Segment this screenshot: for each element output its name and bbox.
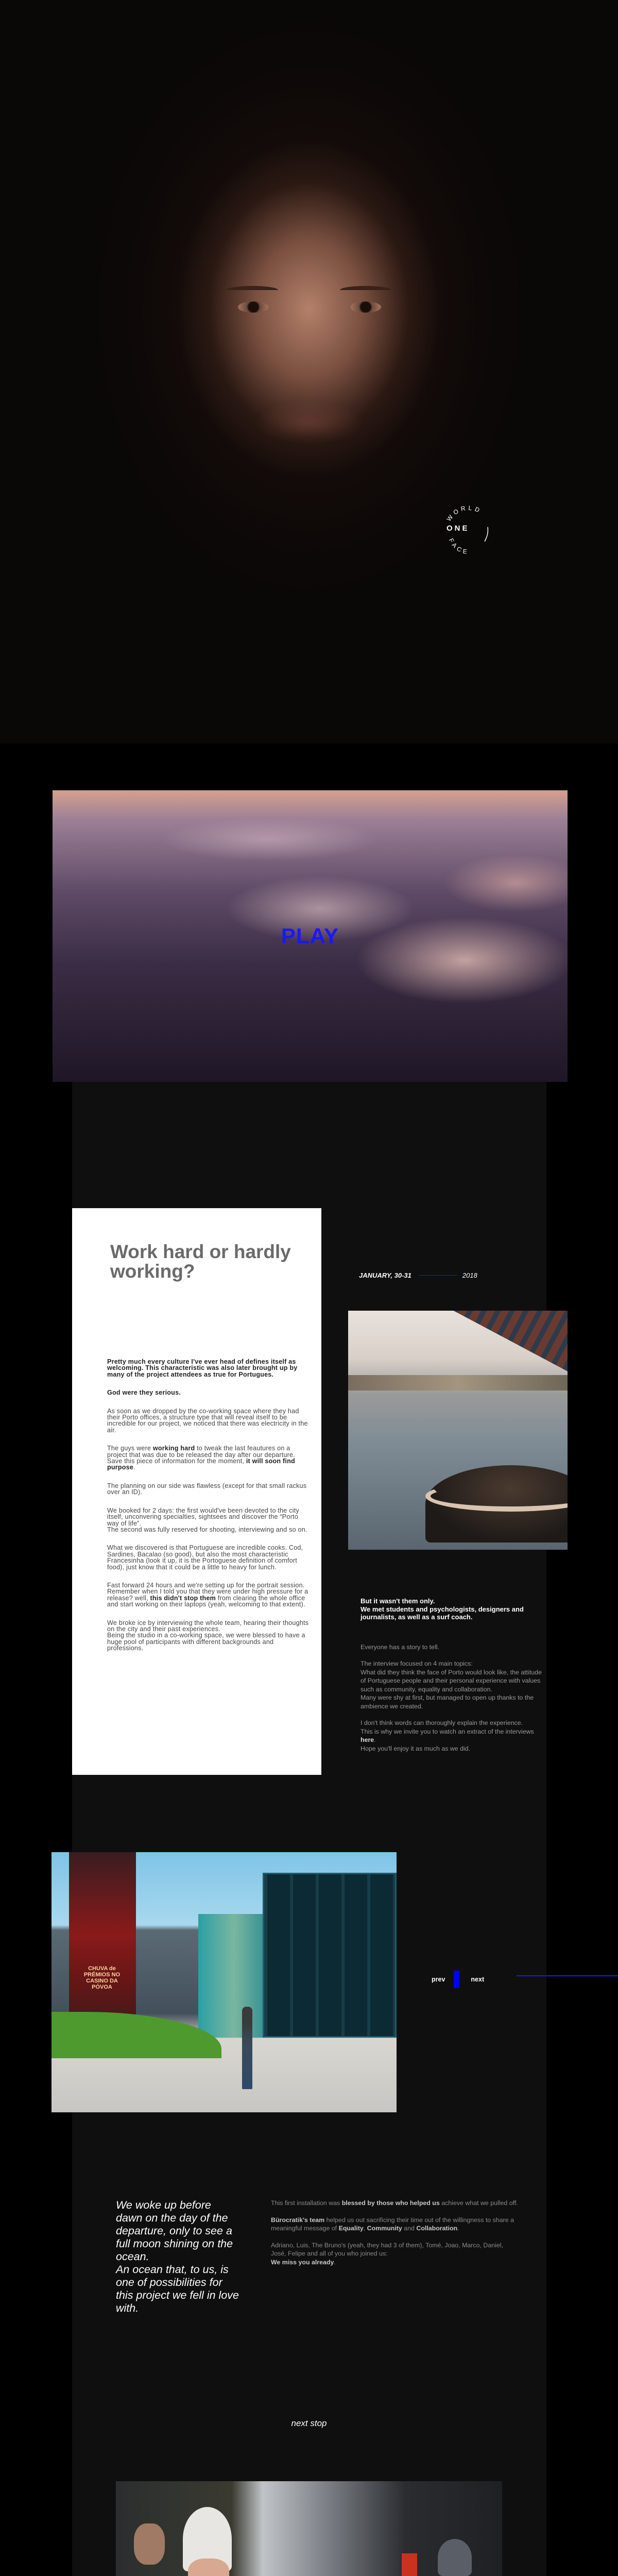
- gallery-indicator: [454, 1971, 459, 1988]
- article-emphasis: God were they serious.: [107, 1389, 181, 1397]
- svg-text:WORLD: [445, 504, 483, 523]
- date-year: 2018: [462, 1272, 477, 1279]
- article-card: [72, 1208, 321, 1775]
- interview-highlight: But it wasn't them only. We met students and psychologists, designers and journalists, as well as a surf coach.: [360, 1597, 524, 1621]
- credits-paragraph: This first installation was blessed by those who helped us achieve what we pulled off.: [271, 2199, 518, 2207]
- next-button[interactable]: next: [471, 1976, 485, 1983]
- logo-word-one: ONE: [447, 524, 470, 533]
- photo-town-square: [52, 1852, 397, 2112]
- article-title: Work hard or hardly working?: [110, 1241, 291, 1282]
- closing-quote: We woke up before dawn on the day of the departure, only to see a full moon shining on the ocean. An ocean that, to us, is one of possibilities for this project we fell in love with.: [116, 2199, 239, 2314]
- article-paragraph: We broke ice by interviewing the whole team, hearing their thoughts on the city and their past experiences. Being the studio in a co-working space, we were blessed to have a huge pool of participants with different backgrounds and professions.: [107, 1619, 309, 1652]
- event-date: [359, 1272, 477, 1279]
- date-days: JANUARY, 30-31: [359, 1272, 411, 1279]
- logo-word-face: FACE: [447, 537, 470, 556]
- photo-bridge-river: [348, 1311, 568, 1550]
- nav-accent-line: [517, 1975, 618, 1976]
- interviews-link[interactable]: here: [360, 1736, 374, 1743]
- world-one-face-logo: [440, 502, 497, 559]
- interview-paragraph: The interview focused on 4 main topics: What did they think the face of Porto would look like, the attitude of Portuguese people and their personal experience with values such as community, equality and collaboration. Many were shy at first, but managed to open up thanks to the ambience we created.: [360, 1660, 542, 1710]
- credits-paragraph: Bürocratik's team helped us out sacrificing their time out of the willingness to share a meaningful message of Equality, Community and Collaboration.: [271, 2216, 514, 2232]
- interview-paragraph: I don't think words can thoroughly explain the experience. This is why we invite you to watch an extract of the interviews here. Hope you'll enjoy it as much as we did.: [360, 1719, 534, 1752]
- svg-text:FACE: [448, 537, 470, 556]
- gallery-nav: [432, 1971, 484, 1988]
- credits: [271, 2199, 518, 2275]
- date-divider: [419, 1275, 457, 1276]
- interview-text: [360, 1597, 546, 1761]
- article-paragraph: We booked for 2 days: the first would've been devoted to the city itself, unconvering specialties, sightsees and discover the “Porto way of life”. The second was fully reserved for shooting, interviewing and so on.: [107, 1506, 307, 1533]
- portrait-eye: [350, 301, 381, 313]
- article-paragraph: As soon as we dropped by the co-working space where they had their Porto offices, a structure type that will reveal itself to be incredible for our project, we noticed that there was electricity in the air.: [107, 1407, 308, 1434]
- play-button[interactable]: PLAY: [281, 924, 339, 948]
- article-lead: Pretty much every culture I've ever head of defines itself as welcoming. This characteristic was also later brought up by many of the project attendees as true for Portugues.: [107, 1358, 298, 1378]
- hero-portrait: [0, 0, 618, 743]
- logo-word-world: WORLD: [445, 504, 484, 523]
- portrait-brow: [227, 286, 278, 294]
- prev-button[interactable]: prev: [432, 1976, 445, 1983]
- photo-next-stop-crowd[interactable]: [116, 2481, 502, 2576]
- article-paragraph: Fast forward 24 hours and we're setting up for the portrait session. Remember when I told you that they were under high pressure for a release? well, this didn't stop them from clearing the whole office and start working on their laptops (yeah, welcoming to that extent).: [107, 1581, 308, 1608]
- next-stop-link[interactable]: next stop: [291, 2418, 327, 2428]
- article-paragraph: What we discovered is that Portuguese are incredible cooks. Cod, Sardines, Bacalao (so good), but also the most characteristic Francesinha (look it up, it is the Portoguese definition of comfort food), just know that it could be a little to heavy for lunch.: [107, 1544, 303, 1571]
- interview-paragraph: Everyone has a story to tell.: [360, 1643, 439, 1651]
- article-paragraph: The guys were working hard to tweak the last feautures on a project that was due to be released the day after our departure. Save this piece of information for the moment, it will soon find purpose.: [107, 1445, 295, 1471]
- credits-paragraph: Adriano, Luis, The Bruno's (yeah, they had 3 of them), Tomé, Joao, Marco, Daniel, José, Felipe and all of you who joined us: We miss you already.: [271, 2241, 503, 2266]
- video-mountains[interactable]: [53, 790, 568, 1082]
- portrait-eye: [238, 301, 269, 313]
- portrait-brow: [340, 286, 391, 294]
- casino-sign: CHUVA de PRÉMIOS NO CASINO DA PÓVOA: [83, 1965, 121, 1990]
- article-paragraph: The planning on our side was flawless (except for that small rackus over an ID).: [107, 1482, 307, 1496]
